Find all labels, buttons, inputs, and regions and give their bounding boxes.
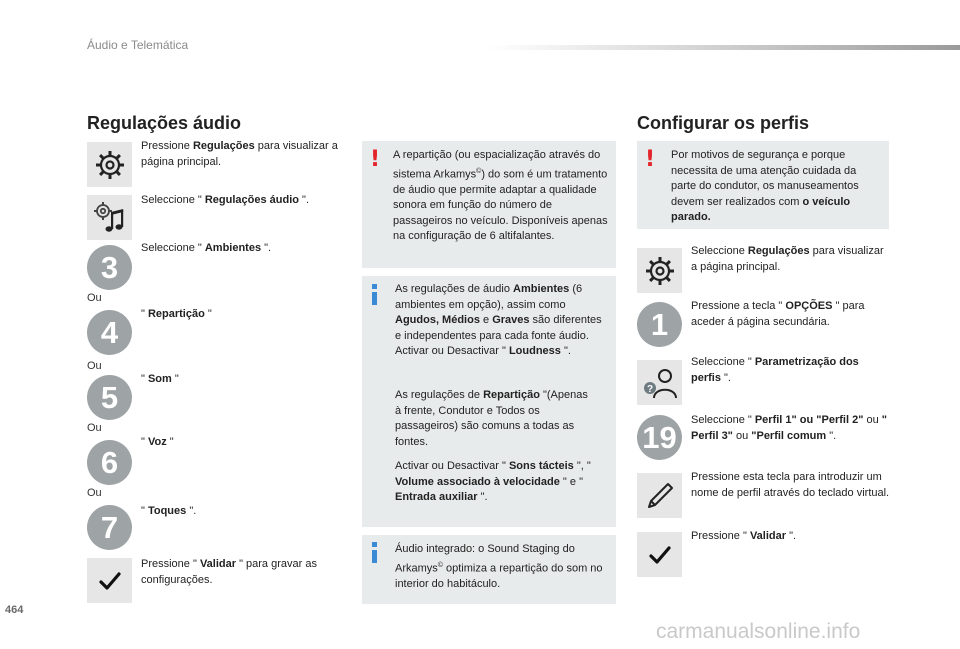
svg-text:?: ? <box>646 383 653 395</box>
info-box-audio-settings <box>362 276 616 527</box>
or-label: Ou <box>87 487 102 499</box>
step-text-1: Pressione Regulações para visualizar a página principal. <box>141 140 338 168</box>
step-text-7: " Toques ". <box>141 505 197 517</box>
info-text-reparticao: As regulações de Repartição "(Apenas à frente, Condutor e Todos os passageiros) são comuns a todas as fontes. <box>395 389 588 448</box>
warning-box-arkamys <box>362 141 616 268</box>
step-number-4: 4 <box>87 310 132 355</box>
warning-box-safety <box>637 141 889 229</box>
profile-step-text-6: Pressione " Validar ". <box>691 530 797 542</box>
step-number-1: 1 <box>637 302 682 347</box>
step-text-4: " Repartição " <box>141 308 212 320</box>
validate-check-icon <box>87 558 132 603</box>
profile-step-text-5: Pressione esta tecla para introduzir um nome de perfil através do teclado virtual. <box>691 471 890 499</box>
chapter-title: Áudio e Telemática <box>87 38 189 52</box>
pencil-edit-icon <box>637 473 682 518</box>
watermark: carmanualsonline.info <box>656 620 861 643</box>
profile-step-text-3: Seleccione " Parametrização dos perfis ". <box>691 356 859 384</box>
step-number-19: 19 <box>637 415 682 460</box>
warning-text: A repartição (ou espacialização através do sistema Arkamys©) do som é um tratamento de áudio que permite adaptar a qualidade sonora em função do número de passageiros no veículo. Disponíveis apenas na configuração de 6 altifalantes. <box>393 149 608 243</box>
info-icon <box>372 292 377 305</box>
step-number-5: 5 <box>87 375 132 420</box>
step-text-2: Seleccione " Regulações áudio ". <box>141 194 310 206</box>
step-text-3: Seleccione " Ambientes ". <box>141 242 272 254</box>
profile-step-text-2: Pressione a tecla " OPÇÕES " para aceder á página secundária. <box>691 300 865 328</box>
info-box-sound-staging <box>362 535 616 604</box>
settings-gear-icon <box>87 142 132 187</box>
header-gradient-bar <box>488 45 960 50</box>
step-number-6: 6 <box>87 440 132 485</box>
info-text-sound-staging: Áudio integrado: o Sound Staging do Arkamys© optimiza a repartição do som no interior do habitáculo. <box>395 543 603 590</box>
audio-settings-icon <box>87 195 132 240</box>
step-text-5: " Som " <box>141 373 179 385</box>
or-label: Ou <box>87 292 102 304</box>
warning-icon: ! <box>645 147 656 172</box>
profile-step-text-4: Seleccione " Perfil 1" ou "Perfil 2" ou " Perfil 3" ou "Perfil comum ". <box>691 414 887 442</box>
warning-text-safety: Por motivos de segurança e porque necessita de uma atenção cuidada da parte do condutor, os manuseamentos devem ser realizados com o veículo parado. <box>671 149 859 223</box>
page-number: 464 <box>5 604 24 616</box>
section-title-audio: Regulações áudio <box>87 113 242 133</box>
profile-settings-icon <box>637 360 682 405</box>
step-text-8: Pressione " Validar " para gravar as configurações. <box>141 558 317 586</box>
step-number-7: 7 <box>87 505 132 550</box>
step-number-3: 3 <box>87 245 132 290</box>
or-label: Ou <box>87 360 102 372</box>
info-icon <box>372 550 377 563</box>
info-text-ambientes: As regulações de áudio Ambientes (6 ambientes em opção), assim como Agudos, Médios e Graves são diferentes e independentes para cada fonte áudio. Activar ou Desactivar " Loudness ". <box>395 283 602 357</box>
step-text-6: " Voz " <box>141 436 174 448</box>
or-label: Ou <box>87 422 102 434</box>
warning-icon: ! <box>370 147 381 172</box>
section-title-profiles: Configurar os perfis <box>637 113 810 133</box>
settings-gear-icon <box>637 248 682 293</box>
info-text-sons: Activar ou Desactivar " Sons tácteis ", " Volume associado à velocidade " e " Entrada auxiliar ". <box>395 460 591 503</box>
validate-check-icon <box>637 532 682 577</box>
profile-step-text-1: Seleccione Regulações para visualizar a página principal. <box>691 245 884 273</box>
